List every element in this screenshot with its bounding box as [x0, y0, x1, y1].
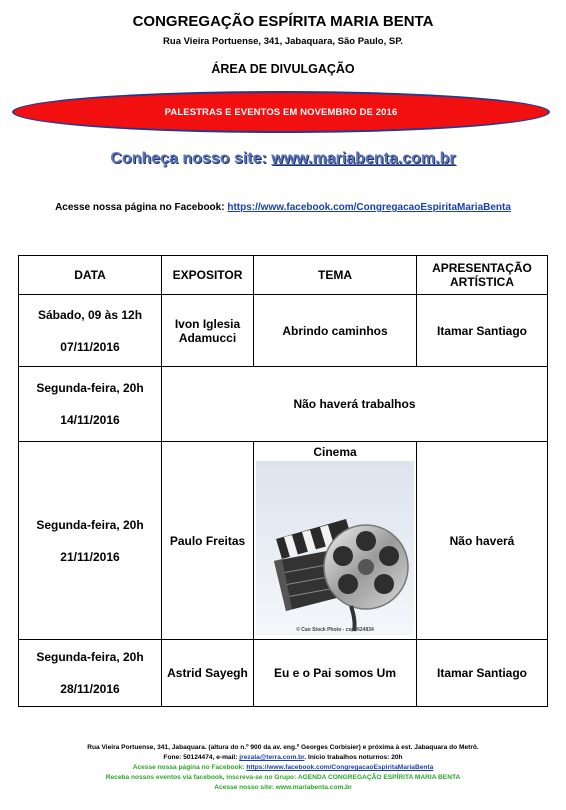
site-line — [0, 150, 566, 168]
footer-address: Rua Vieira Portuense, 341, Jabaquara. (altura do n.º 900 da av. eng.º Georges Corbisier) e próxima à est. Jabaquara do Metrô. — [87, 744, 479, 751]
events-table — [18, 255, 548, 707]
speaker-cell: Astrid Sayegh — [162, 640, 254, 707]
date-cell — [19, 295, 162, 367]
event-date: 28/11/2016 — [60, 682, 120, 696]
footer-contact-prefix: Fone: 50124474, e-mail: — [163, 754, 240, 761]
event-day: Sábado, 09 às 12h — [37, 307, 143, 322]
theme-cell — [254, 442, 417, 640]
header-speaker: EXPOSITOR — [162, 256, 254, 295]
theme-cell: Eu e o Pai somos Um — [254, 640, 417, 707]
facebook-line — [0, 202, 566, 213]
footer-facebook-link[interactable]: https://www.facebook.com/CongregacaoEspiritaMariaBenta — [246, 764, 434, 771]
event-day: Segunda-feira, 20h — [36, 381, 144, 395]
facebook-link[interactable]: https://www.facebook.com/CongregacaoEspiritaMariaBenta — [227, 202, 511, 213]
artist-cell: Itamar Santiago — [417, 295, 548, 367]
footer-facebook — [0, 763, 566, 773]
theme-label: Cinema — [313, 445, 357, 459]
banner-text: PALESTRAS E EVENTOS EM NOVEMBRO DE 2016 — [164, 106, 398, 118]
banner-ellipse — [12, 91, 550, 133]
header-date: DATA — [19, 256, 162, 295]
theme-cell: Abrindo caminhos — [254, 295, 417, 367]
event-date: 07/11/2016 — [60, 339, 120, 354]
date-cell — [19, 367, 162, 442]
facebook-prefix: Acesse nossa página no Facebook: — [55, 202, 228, 213]
org-address: Rua Vieira Portuense, 341, Jabaquara, São Paulo, SP. — [163, 36, 403, 47]
event-day: Segunda-feira, 20h — [36, 517, 144, 532]
footer-group: Receba nossos eventos via facebook, inscreva-se no Grupo: AGENDA CONGREGAÇÃO ESPÍRITA MARIA BENTA — [105, 774, 461, 781]
event-day: Segunda-feira, 20h — [36, 650, 144, 664]
table-row — [19, 442, 548, 640]
footer-contact — [0, 753, 566, 763]
footer-contact-suffix: . Inicio trabalhos noturnos: 20h — [304, 754, 403, 761]
header-theme: TEMA — [254, 256, 417, 295]
cinema-image — [256, 461, 414, 635]
footer — [0, 743, 566, 793]
speaker-cell: Paulo Freitas — [162, 442, 254, 640]
artist-cell: Itamar Santiago — [417, 640, 548, 707]
site-prefix: Conheça nosso site: — [110, 150, 272, 167]
footer-email-link[interactable]: jrezala@terra.com.br — [239, 754, 305, 761]
area-title: ÁREA DE DIVULGAÇÃO — [211, 62, 355, 76]
merged-notice-cell: Não haverá trabalhos — [162, 367, 548, 442]
artist-cell: Não haverá — [417, 442, 548, 640]
speaker-cell: Ivon Iglesia Adamucci — [162, 295, 254, 367]
table-row — [19, 295, 548, 367]
table-header-row — [19, 256, 548, 295]
table-row — [19, 640, 548, 707]
org-title: CONGREGAÇÃO ESPÍRITA MARIA BENTA — [132, 13, 434, 30]
header-artist: APRESENTAÇÃO ARTÍSTICA — [417, 256, 548, 295]
date-cell — [19, 640, 162, 707]
site-link[interactable]: www.mariabenta.com.br — [271, 150, 456, 167]
footer-facebook-prefix: Acesse nossa página no Facebook: — [132, 764, 247, 771]
table-row — [19, 367, 548, 442]
image-caption: © Can Stock Photo - csp0624834 — [296, 627, 374, 633]
event-date: 21/11/2016 — [60, 549, 120, 564]
date-cell — [19, 442, 162, 640]
footer-site: Acesse nosso site: www.mariabenta.com.br — [214, 784, 352, 791]
event-date: 14/11/2016 — [60, 413, 120, 427]
